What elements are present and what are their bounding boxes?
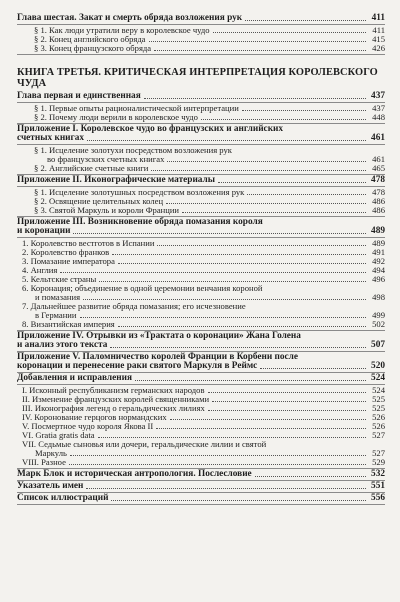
toc-chapter-entry-continued: [17, 362, 385, 371]
toc-section-entry: [17, 113, 385, 122]
toc-item-entry: [17, 458, 385, 467]
page-number: 525: [372, 403, 385, 413]
page-number: 415: [372, 34, 385, 44]
entry-title: II. Изменение французских королей священниками: [22, 394, 210, 404]
entry-title-continued: счетных книгах: [17, 133, 85, 143]
divider: [17, 504, 385, 505]
page-number: 507: [371, 340, 385, 350]
leader-dots: [99, 281, 366, 282]
toc-item-entry: [17, 257, 385, 266]
leader-dots: [170, 419, 366, 420]
page-number: 527: [372, 430, 385, 440]
toc-chapter-entry-continued: [17, 341, 385, 350]
toc-chapter-entry: [17, 176, 385, 185]
leader-dots: [213, 32, 366, 33]
leader-dots: [98, 437, 366, 438]
toc-section-entry: [17, 164, 385, 173]
entry-title-continued: и коронации: [17, 226, 71, 236]
toc-chapter-entry-continued: [17, 134, 385, 143]
leader-dots: [201, 119, 366, 120]
entry-title: § 3. Конец французского обряда: [34, 43, 152, 53]
book-heading: КНИГА ТРЕТЬЯ. КРИТИЧЕСКАЯ ИНТЕРПРЕТАЦИЯ КОРОЛЕВСКОГО ЧУДА: [17, 67, 378, 89]
entry-title: 6. Коронация; объединение в одной церемонии венчания короной: [22, 283, 263, 293]
toc-section-entry: [17, 206, 385, 215]
entry-title: 1. Королевство вестготов в Испании: [22, 238, 155, 248]
page-number: 526: [372, 421, 385, 431]
entry-title: VIII. Разное: [22, 457, 66, 467]
entry-title: 2. Королевство франков: [22, 247, 110, 257]
entry-title: Приложение II. Иконографические материалы: [17, 175, 216, 185]
leader-dots: [60, 272, 366, 273]
leader-dots: [118, 263, 366, 264]
page-number: 526: [372, 412, 385, 422]
page-number: 529: [372, 457, 385, 467]
toc-chapter-entry: [17, 494, 385, 503]
leader-dots: [118, 326, 366, 327]
page-number: 437: [372, 103, 385, 113]
leader-dots: [69, 464, 366, 465]
entry-title: § 1. Исцеление золотухи посредством возложения рук: [34, 145, 232, 155]
leader-dots: [245, 20, 366, 21]
page-number: 411: [371, 13, 385, 23]
entry-title: Указатель имен: [17, 481, 84, 491]
leader-dots: [110, 347, 366, 348]
leader-dots: [247, 194, 366, 195]
page-number: 426: [372, 43, 385, 53]
entry-title: Приложение V. Паломничество королей Франции в Корбени после: [17, 352, 299, 362]
entry-title: III. Иконография легенд о геральдических лилиях: [22, 403, 205, 413]
leader-dots: [208, 410, 366, 411]
entry-title: 3. Помазание императора: [22, 256, 115, 266]
entry-title-continued: Маркуль: [35, 448, 67, 458]
page-number: 492: [372, 256, 385, 266]
entry-title: 7. Дальнейшее развитие обряда помазания; его исчезновение: [22, 301, 246, 311]
leader-dots: [182, 212, 366, 213]
entry-title-continued: в Германии: [35, 310, 77, 320]
entry-title: Приложение III. Возникновение обряда помазания короля: [17, 217, 263, 227]
leader-dots: [255, 476, 366, 477]
entry-title: Список иллюстраций: [17, 493, 109, 503]
page-number: 486: [372, 196, 385, 206]
page-number: 411: [372, 25, 385, 35]
entry-title: VII. Седьмые сыновья или дочери, геральдические лилии и святой: [22, 439, 267, 449]
entry-title: Марк Блок и историческая антропология. Послесловие: [17, 469, 252, 479]
leader-dots: [260, 368, 366, 369]
page-number: 524: [371, 373, 385, 383]
entry-title: Глава первая и единственная: [17, 91, 141, 101]
page-number: 461: [372, 154, 385, 164]
toc-section-entry: [17, 44, 385, 53]
entry-title-continued: во французских счетных книгах: [47, 154, 165, 164]
page-number: 437: [371, 91, 385, 101]
leader-dots: [167, 161, 366, 162]
entry-title-continued: коронации и перенесение раки святого Маркуля в Реймс: [17, 361, 258, 371]
toc-chapter-entry: [17, 470, 385, 479]
page-number: 502: [372, 319, 385, 329]
divider: [17, 54, 385, 55]
page-number: 520: [371, 361, 385, 371]
page-number: 527: [372, 448, 385, 458]
entry-title: V. Посмертное чудо короля Якова II: [22, 421, 154, 431]
page-number: 461: [371, 133, 385, 143]
page-number: 448: [372, 112, 385, 122]
leader-dots: [135, 380, 366, 381]
entry-title: § 2. Почему люди верили в королевское чудо: [34, 112, 198, 122]
entry-title: § 2. Английские счетные книги: [34, 163, 149, 173]
leader-dots: [87, 140, 366, 141]
entry-title: § 3. Святой Маркуль и короли Франции: [34, 205, 180, 215]
entry-title: IV. Коронование герцогов нормандских: [22, 412, 167, 422]
leader-dots: [70, 455, 366, 456]
toc-chapter-entry: [17, 218, 385, 227]
leader-dots: [166, 203, 366, 204]
entry-title: I. Исконный республиканизм германских народов: [22, 385, 205, 395]
toc-chapter-entry: [17, 374, 385, 383]
entry-title-continued: и анализ этого текста: [17, 340, 108, 350]
page-number: 478: [372, 187, 385, 197]
leader-dots: [112, 254, 366, 255]
page-number: 489: [371, 226, 385, 236]
entry-title: § 2. Конец английского обряда: [34, 34, 146, 44]
leader-dots: [80, 317, 367, 318]
page-number: 498: [372, 292, 385, 302]
toc-item-entry: [17, 320, 385, 329]
leader-dots: [111, 500, 366, 501]
page-number: 491: [372, 247, 385, 257]
leader-dots: [218, 182, 366, 183]
entry-title: § 1. Первые опыты рационалистической интерпретации: [34, 103, 239, 113]
page-number: 499: [372, 310, 385, 320]
toc-item-entry-continued: [17, 449, 385, 458]
page-number: 486: [372, 205, 385, 215]
page-number: 525: [372, 394, 385, 404]
leader-dots: [154, 50, 366, 51]
toc-item-entry: [17, 440, 385, 449]
entry-title: Приложение IV. Отрывки из «Трактата о коронации» Жана Голена: [17, 331, 301, 341]
entry-title: 8. Византийская империя: [22, 319, 115, 329]
leader-dots: [149, 41, 367, 42]
leader-dots: [83, 299, 366, 300]
entry-title: Приложение I. Королевское чудо во французских и английских: [17, 124, 284, 134]
leader-dots: [157, 245, 366, 246]
page-number: 556: [371, 493, 385, 503]
leader-dots: [242, 110, 366, 111]
page-number: 532: [371, 469, 385, 479]
leader-dots: [156, 428, 366, 429]
page-number: 465: [372, 163, 385, 173]
entry-title: Добавления и исправления: [17, 373, 132, 383]
table-of-contents: [17, 14, 385, 506]
leader-dots: [212, 401, 366, 402]
page-number: 524: [372, 385, 385, 395]
entry-title: § 1. Исцеление золотушных посредством возложения рук: [34, 187, 245, 197]
entry-title: § 1. Как люди утратили веру в королевское чудо: [34, 25, 210, 35]
page-number: 494: [372, 265, 385, 275]
toc-chapter-entry: [17, 482, 385, 491]
entry-title: Глава шестая. Закат и смерть обряда возложения рук: [17, 13, 243, 23]
entry-title: § 2. Освящение целительных колец: [34, 196, 164, 206]
entry-title: 4. Англия: [22, 265, 58, 275]
page-number: 496: [372, 274, 385, 284]
entry-title-continued: и помазания: [35, 292, 81, 302]
page-number: 478: [371, 175, 385, 185]
leader-dots: [144, 98, 366, 99]
page-number: 489: [372, 238, 385, 248]
leader-dots: [208, 392, 366, 393]
entry-title: 5. Кельтские страны: [22, 274, 97, 284]
entry-title: VI. Gratia gratis data: [22, 430, 95, 440]
leader-dots: [151, 170, 366, 171]
toc-chapter-entry: [17, 14, 385, 23]
leader-dots: [73, 233, 366, 234]
toc-chapter-entry: [17, 92, 385, 101]
leader-dots: [86, 488, 366, 489]
page-number: 551: [371, 481, 385, 491]
toc-chapter-entry-continued: [17, 227, 385, 236]
